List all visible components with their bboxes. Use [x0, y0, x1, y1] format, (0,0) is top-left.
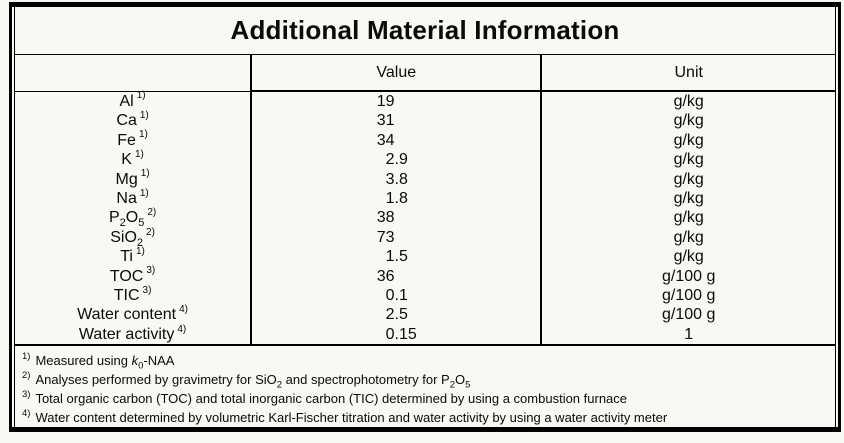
parameter-name: Al	[119, 92, 134, 110]
footnote-ref: 4)	[177, 323, 187, 335]
value-cell	[251, 131, 541, 150]
parameter-value: 1.8	[385, 190, 408, 208]
parameter-cell	[15, 131, 251, 150]
parameter-name: Water content	[77, 306, 177, 324]
parameter-unit: 1	[684, 325, 694, 343]
footnote-ref: 2)	[147, 207, 157, 219]
value-cell	[251, 111, 541, 130]
footnote	[22, 389, 825, 408]
parameter-value: 19	[376, 93, 395, 110]
table-row	[15, 325, 835, 345]
parameter-unit: g/100 g	[662, 306, 716, 324]
footnote-ref: 2)	[146, 226, 155, 238]
parameter-cell	[15, 325, 251, 345]
footnote-marker: 2)	[22, 369, 31, 381]
footnote-ref: 4)	[179, 304, 189, 316]
value-cell	[251, 170, 541, 189]
value-cell	[251, 305, 541, 324]
value-cell	[251, 286, 541, 305]
parameter-name: Fe	[117, 131, 136, 149]
parameter-name: Ca	[116, 112, 137, 130]
parameter-value: 34	[376, 131, 395, 149]
parameter-unit: g/kg	[673, 93, 704, 110]
table-header	[15, 55, 835, 91]
parameter-value: 36	[376, 267, 395, 285]
parameter-name: Na	[116, 190, 137, 208]
unit-cell	[541, 131, 835, 150]
footnote-ref: 3)	[146, 265, 156, 277]
parameter-name: Ti	[120, 248, 133, 266]
parameter-name: K	[121, 151, 132, 169]
parameter-unit: g/kg	[673, 112, 704, 130]
parameter-cell	[15, 150, 251, 169]
table-body	[15, 91, 835, 345]
column-header-value: Value	[251, 55, 541, 91]
footnote-marker: 3)	[22, 388, 31, 400]
parameter-cell	[15, 189, 251, 208]
header-row	[15, 55, 835, 91]
unit-cell	[541, 305, 835, 324]
material-info-panel	[9, 2, 841, 432]
footnote-ref: 1)	[134, 148, 144, 160]
parameter-value: 3.8	[385, 170, 408, 188]
footnote	[22, 370, 825, 389]
value-cell	[251, 228, 541, 247]
table-row	[15, 286, 835, 305]
footnote-ref: 1)	[135, 245, 145, 257]
value-cell	[251, 150, 541, 169]
unit-cell	[541, 170, 835, 189]
parameter-unit: g/kg	[673, 170, 704, 188]
footnote-marker: 4)	[22, 407, 31, 419]
unit-cell	[541, 247, 835, 266]
parameter-unit: g/kg	[673, 190, 704, 208]
footnote-text: Total organic carbon (TOC) and total inorganic carbon (TIC) determined by using a combustion furnace	[35, 391, 628, 407]
parameter-name: Water activity	[78, 325, 175, 343]
material-info-table	[14, 7, 836, 427]
parameter-unit: g/100 g	[662, 287, 716, 305]
unit-cell	[541, 189, 835, 208]
parameter-unit: g/kg	[673, 228, 704, 246]
parameter-unit: g/kg	[673, 209, 704, 227]
parameter-cell	[15, 207, 251, 230]
parameter-name: TOC	[109, 267, 144, 285]
parameter-value: 73	[376, 228, 395, 246]
parameter-cell	[15, 267, 251, 286]
parameter-value: 31	[376, 112, 395, 130]
table-row	[15, 247, 835, 266]
footnote	[22, 408, 825, 427]
table-row	[15, 111, 835, 130]
parameter-value: 2.5	[385, 306, 408, 324]
value-cell	[251, 247, 541, 266]
parameter-unit: g/kg	[673, 248, 704, 266]
table-row	[15, 305, 835, 324]
parameter-value: 1.5	[385, 248, 408, 266]
parameter-cell	[15, 170, 251, 189]
parameter-cell	[15, 91, 251, 111]
footnote	[22, 351, 825, 370]
unit-cell	[541, 325, 835, 345]
table-row	[15, 170, 835, 189]
unit-cell	[541, 91, 835, 111]
unit-cell	[541, 111, 835, 130]
parameter-cell	[15, 286, 251, 305]
footnote-ref: 1)	[138, 129, 148, 141]
footnote-text: Analyses performed by gravimetry for SiO$_2$ and spectrophotometry for $P_2O_5$	[35, 372, 471, 391]
parameter-value: 2.9	[385, 151, 408, 169]
footnote-text: Water content determined by volumetric Karl-Fischer titration and water activity by using a water activity meter	[35, 410, 668, 426]
footnote-ref: 1)	[139, 110, 149, 122]
unit-cell	[541, 208, 835, 227]
table-row	[15, 189, 835, 208]
table-row	[15, 91, 835, 111]
table-row	[15, 267, 835, 286]
value-cell	[251, 267, 541, 286]
value-cell	[251, 325, 541, 345]
value-cell	[251, 91, 541, 111]
table-row	[15, 228, 835, 247]
parameter-name: $P_2O_5$	[108, 209, 145, 230]
parameter-unit: g/kg	[673, 151, 704, 169]
footnote-text: Measured using $k_0$-NAA	[35, 353, 175, 372]
table-title: Additional Material Information	[15, 7, 835, 55]
unit-cell	[541, 228, 835, 247]
parameter-cell	[15, 111, 251, 130]
table-row	[15, 208, 835, 227]
footnotes-section	[15, 346, 835, 427]
parameter-name: Mg	[115, 170, 138, 188]
parameter-unit: g/kg	[673, 131, 704, 149]
parameter-name: TIC	[113, 287, 140, 305]
parameter-value: 0.1	[385, 287, 408, 305]
unit-cell	[541, 267, 835, 286]
parameter-value: 0.15	[385, 325, 417, 343]
unit-cell	[541, 286, 835, 305]
unit-cell	[541, 150, 835, 169]
parameter-cell	[15, 247, 251, 266]
parameter-cell	[15, 226, 251, 250]
footnote-ref: 1)	[136, 90, 146, 102]
table-row	[15, 131, 835, 150]
parameter-name: SiO$_2$	[110, 228, 144, 250]
footnote-ref: 3)	[142, 284, 152, 296]
footnote-marker: 1)	[22, 350, 31, 362]
table-row	[15, 150, 835, 169]
column-header-unit: Unit	[541, 55, 835, 91]
footnote-ref: 1)	[139, 187, 149, 199]
parameter-unit: g/100 g	[662, 267, 716, 285]
value-cell	[251, 189, 541, 208]
parameter-cell	[15, 305, 251, 324]
value-cell	[251, 208, 541, 227]
footnote-ref: 1)	[140, 168, 150, 180]
column-header-parameter	[15, 55, 251, 91]
parameter-value: 38	[376, 209, 395, 227]
data-table	[15, 55, 835, 346]
